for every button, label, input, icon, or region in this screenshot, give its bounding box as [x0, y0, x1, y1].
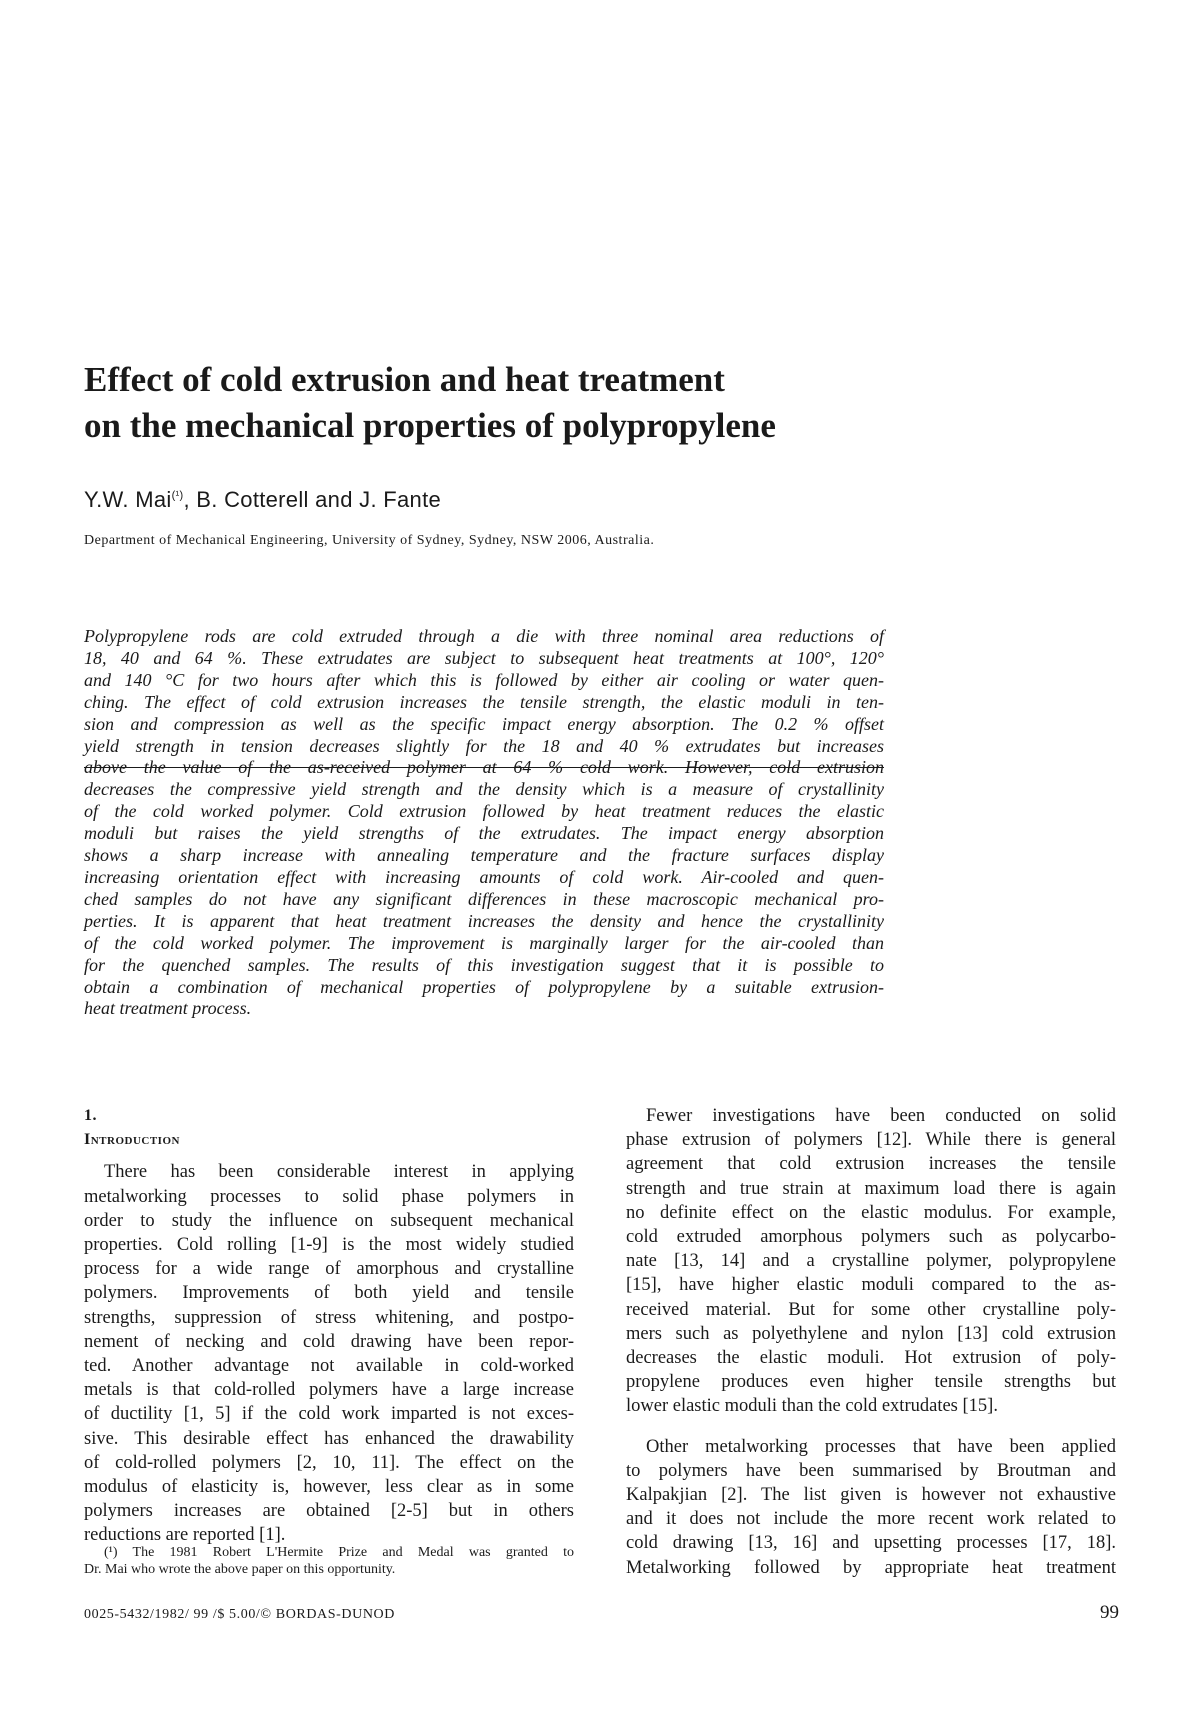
- body-line: lower elastic moduli than the cold extrudates [15].: [626, 1396, 998, 1417]
- body-line: phase extrusion of polymers [12]. While there is general: [626, 1130, 1116, 1151]
- body-line: Metalworking followed by appropriate heat treatment: [626, 1557, 1116, 1578]
- abstract-line: of the cold worked polymer. The improvement is marginally larger for the air-cooled than: [84, 932, 884, 953]
- body-line: Other metalworking processes that have been applied: [646, 1436, 1116, 1457]
- body-line: of ductility [1, 5] if the cold work imparted is not exces-: [84, 1404, 574, 1425]
- publication-id: 0025-5432/1982/ 99 /$ 5.00/© BORDAS-DUNOD: [84, 1607, 395, 1622]
- author-footnote-mark: (¹): [171, 489, 184, 502]
- abstract-line: 18, 40 and 64 %. These extrudates are subject to subsequent heat treatments at 100°, 120°: [84, 647, 884, 668]
- body-line: There has been considerable interest in applying: [104, 1162, 574, 1183]
- body-line: of cold-rolled polymers [2, 10, 11]. The effect on the: [84, 1452, 574, 1473]
- abstract-line: shows a sharp increase with annealing temperature and the fracture surfaces display: [84, 845, 884, 866]
- abstract-line: decreases the compressive yield strength and the density which is a measure of crystallinity: [84, 779, 884, 800]
- body-line: sive. This desirable effect has enhanced the drawability: [84, 1428, 574, 1449]
- body-line: strength and true strain at maximum load there is again: [626, 1178, 1116, 1199]
- body-line: nate [13, 14] and a crystalline polymer, polypropylene: [626, 1251, 1116, 1272]
- abstract-line: moduli but raises the yield strengths of the extrudates. The impact energy absorption: [84, 823, 884, 844]
- footnote-line: (¹) The 1981 Robert L'Hermite Prize and Medal was granted to: [104, 1545, 574, 1560]
- body-line: Fewer investigations have been conducted on solid: [646, 1106, 1116, 1126]
- body-line: Kalpakjian [2]. The list given is however not exhaustive: [626, 1485, 1116, 1506]
- title-line: on the mechanical properties of polypropylene: [84, 406, 776, 445]
- abstract-line: yield strength in tension decreases slightly for the 18 and 40 % extrudates but increases: [84, 735, 884, 756]
- body-line: propylene produces even higher tensile strengths but: [626, 1372, 1116, 1393]
- abstract-line: ching. The effect of cold extrusion increases the tensile strength, the elastic moduli in ten-: [84, 691, 884, 712]
- author-list: [84, 487, 441, 513]
- body-line: cold drawing [13, 16] and upsetting processes [17, 18].: [626, 1533, 1116, 1554]
- other-authors: , B. Cotterell and J. Fante: [183, 487, 442, 512]
- footnote: [84, 1544, 574, 1578]
- body-line: polymers. Improvements of both yield and tensile: [84, 1283, 574, 1304]
- body-line: decreases the elastic moduli. Hot extrusion of poly-: [626, 1348, 1116, 1369]
- body-line: and it does not include the more recent work related to: [626, 1509, 1116, 1530]
- body-line: cold extruded amorphous polymers such as polycarbo-: [626, 1227, 1116, 1248]
- abstract-line: for the quenched samples. The results of this investigation suggest that it is possible to: [84, 954, 884, 975]
- right-column: [626, 1104, 1116, 1580]
- body-line: nement of necking and cold drawing have been repor-: [84, 1331, 574, 1352]
- body-line: no definite effect on the elastic modulus. For example,: [626, 1202, 1116, 1223]
- body-line: metals is that cold-rolled polymers have a large increase: [84, 1380, 574, 1401]
- body-paragraph: [626, 1104, 1116, 1419]
- abstract-line: obtain a combination of mechanical properties of polypropylene by a suitable extrusion-: [84, 976, 884, 997]
- abstract-line: ched samples do not have any significant differences in these macroscopic mechanical pro-: [84, 888, 884, 909]
- abstract-line: heat treatment process.: [84, 998, 252, 1019]
- section-title: Introduction: [84, 1131, 180, 1149]
- body-line: strengths, suppression of stress whitening, and postpo-: [84, 1307, 574, 1328]
- body-line: to polymers have been summarised by Broutman and: [626, 1460, 1116, 1481]
- body-line: ted. Another advantage not available in cold-worked: [84, 1356, 574, 1377]
- abstract-line-struck: above the value of the as-received polymer at 64 % cold work. However, cold extrusion: [84, 757, 884, 778]
- body-line: process for a wide range of amorphous and crystalline: [84, 1259, 574, 1280]
- body-line: received material. But for some other crystalline poly-: [626, 1299, 1116, 1320]
- body-line: [15], have higher elastic moduli compared to the as-: [626, 1275, 1116, 1296]
- body-paragraph: [626, 1435, 1116, 1580]
- page-number: 99: [1100, 1602, 1119, 1623]
- paper-title: [84, 357, 1084, 449]
- paragraph-gap: [626, 1419, 1116, 1435]
- intro-paragraph: [84, 1160, 574, 1547]
- section-number: 1.: [84, 1107, 97, 1124]
- body-line: metalworking processes to solid phase polymers in: [84, 1186, 574, 1207]
- body-line: properties. Cold rolling [1-9] is the most widely studied: [84, 1235, 574, 1256]
- body-line: order to study the influence on subsequent mechanical: [84, 1210, 574, 1231]
- abstract-line: of the cold worked polymer. Cold extrusion followed by heat treatment reduces the elastic: [84, 801, 884, 822]
- abstract: [84, 626, 884, 1020]
- first-author: Y.W. Mai: [84, 487, 172, 512]
- left-column: [84, 1104, 574, 1548]
- affiliation: Department of Mechanical Engineering, University of Sydney, Sydney, NSW 2006, Australia.: [84, 533, 655, 548]
- body-line: modulus of elasticity is, however, less clear as in some: [84, 1477, 574, 1498]
- section-heading: [84, 1104, 574, 1152]
- body-line: reductions are reported [1].: [84, 1525, 286, 1546]
- abstract-line: increasing orientation effect with increasing amounts of cold work. Air-cooled and quen-: [84, 866, 884, 887]
- body-line: polymers increases are obtained [2-5] but in others: [84, 1501, 574, 1522]
- abstract-line: and 140 °C for two hours after which this is followed by either air cooling or water quen-: [84, 669, 884, 690]
- abstract-line: perties. It is apparent that heat treatment increases the density and hence the crystallinity: [84, 910, 884, 931]
- abstract-line: sion and compression as well as the specific impact energy absorption. The 0.2 % offset: [84, 713, 884, 734]
- abstract-line: Polypropylene rods are cold extruded through a die with three nominal area reductions of: [84, 626, 884, 646]
- title-line: Effect of cold extrusion and heat treatment: [84, 360, 725, 399]
- body-line: agreement that cold extrusion increases the tensile: [626, 1154, 1116, 1175]
- footnote-line: Dr. Mai who wrote the above paper on this opportunity.: [84, 1562, 396, 1577]
- body-line: mers such as polyethylene and nylon [13] cold extrusion: [626, 1323, 1116, 1344]
